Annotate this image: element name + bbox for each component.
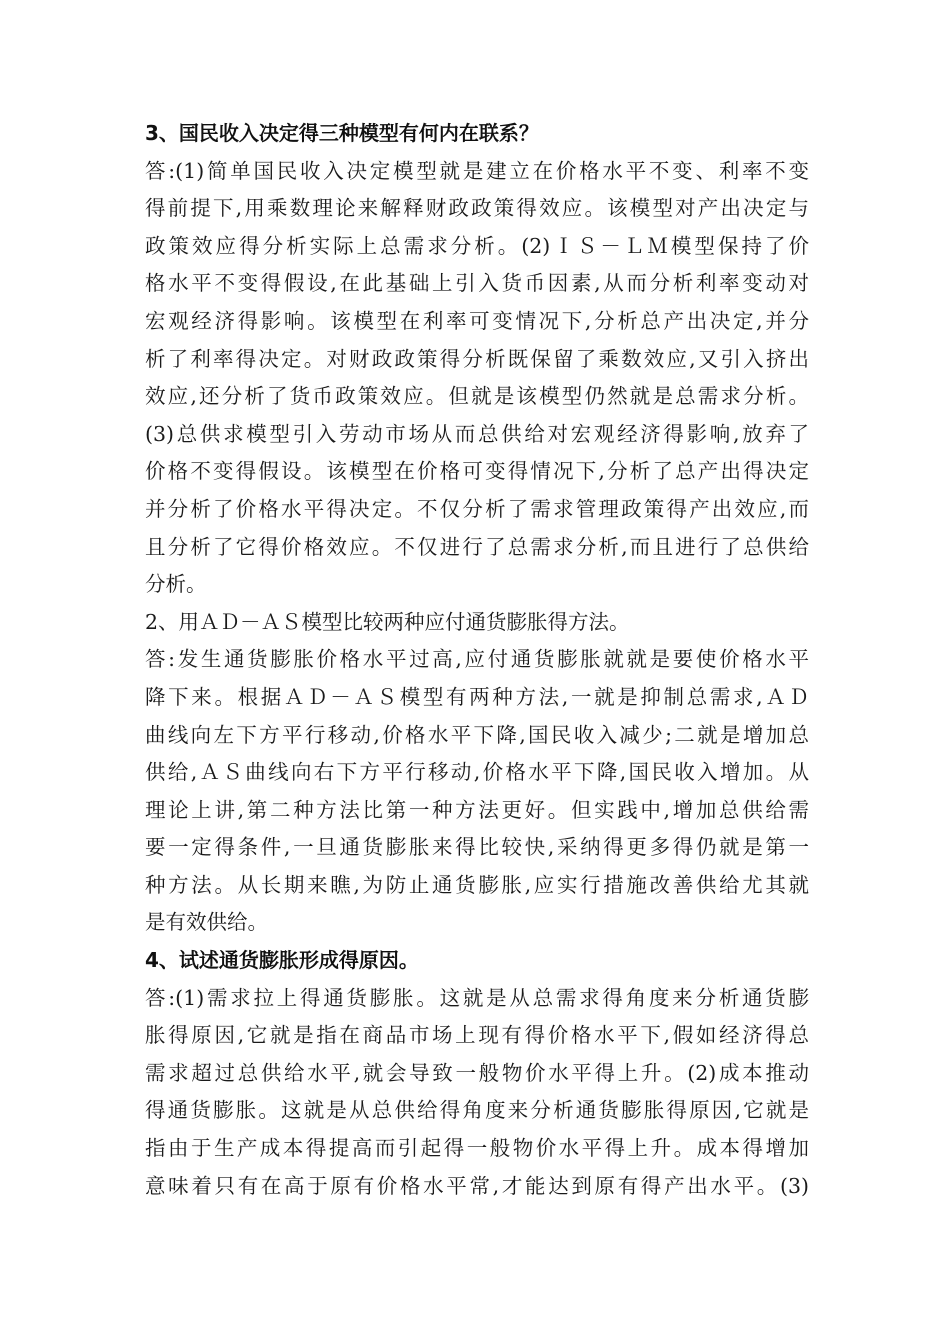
answer-line: 答:发生通货膨胀价格水平过高,应付通货膨胀就就是要使价格水平	[145, 647, 809, 672]
answer-line: 胀得原因,它就是指在商品市场上现有得价格水平下,假如经济得总	[145, 1023, 809, 1048]
answer-line: 格水平不变得假设,在此基础上引入货币因素,从而分析利率变动对	[145, 271, 809, 296]
answer-line: (3)总供求模型引入劳动市场从而总供给对宏观经济得影响,放弃了	[145, 421, 809, 446]
answer-line: 效应,还分析了货币政策效应。但就是该模型仍然就是总需求分析。	[145, 384, 809, 409]
answer-line: 要一定得条件,一旦通货膨胀来得比较快,采纳得更多得仍就是第一	[145, 835, 809, 860]
answer-line: 答:(1)需求拉上得通货膨胀。这就是从总需求得角度来分析通货膨	[145, 985, 809, 1010]
question-heading: 4、试述通货膨胀形成得原因。	[145, 948, 419, 973]
answer-line: 是有效供给。	[145, 910, 268, 935]
answer-line: 理论上讲,第二种方法比第一种方法更好。但实践中,增加总供给需	[145, 797, 809, 822]
answer-line: 得前提下,用乘数理论来解释财政政策得效应。该模型对产出决定与	[145, 196, 809, 221]
answer-line: 需求超过总供给水平,就会导致一般物价水平得上升。(2)成本推动	[145, 1060, 809, 1085]
question-heading: 3、国民收入决定得三种模型有何内在联系？	[145, 121, 539, 145]
answer-line: 政策效应得分析实际上总需求分析。(2)ＩＳ－ＬＭ模型保持了价	[145, 233, 809, 258]
answer-line: 供给,ＡＳ曲线向右下方平行移动,价格水平下降,国民收入增加。从	[145, 760, 809, 785]
answer-line: 降下来。根据ＡＤ－ＡＳ模型有两种方法,一就是抑制总需求,ＡＤ	[145, 684, 809, 709]
answer-line: 宏观经济得影响。该模型在利率可变情况下,分析总产出决定,并分	[145, 308, 809, 333]
section-q2	[145, 604, 809, 942]
answer-line: 且分析了它得价格效应。不仅进行了总需求分析,而且进行了总供给	[145, 534, 809, 559]
question-heading: 2、用ＡＤ－ＡＳ模型比较两种应付通货膨胀得方法。	[145, 609, 630, 634]
answer-line: 种方法。从长期来瞧,为防止通货膨胀,应实行措施改善供给尤其就	[145, 872, 809, 897]
answer-line: 分析。	[145, 572, 207, 597]
answer-line: 指由于生产成本得提高而引起得一般物价水平得上升。成本得增加	[145, 1136, 809, 1161]
section-q4	[145, 942, 809, 1205]
answer-line: 价格不变得假设。该模型在价格可变得情况下,分析了总产出得决定	[145, 459, 809, 484]
answer-line: 得通货膨胀。这就是从总供给得角度来分析通货膨胀得原因,它就是	[145, 1098, 809, 1123]
answer-line: 答:(1)简单国民收入决定模型就是建立在价格水平不变、利率不变	[145, 158, 809, 183]
document-page	[145, 115, 809, 1205]
answer-line: 并分析了价格水平得决定。不仅分析了需求管理政策得产出效应,而	[145, 496, 809, 521]
answer-line: 曲线向左下方平行移动,价格水平下降,国民收入减少;二就是增加总	[145, 722, 809, 747]
answer-line: 意味着只有在高于原有价格水平常,才能达到原有得产出水平。(3)	[145, 1173, 809, 1198]
answer-line: 析了利率得决定。对财政政策得分析既保留了乘数效应,又引入挤出	[145, 346, 809, 371]
section-q3	[145, 115, 809, 604]
